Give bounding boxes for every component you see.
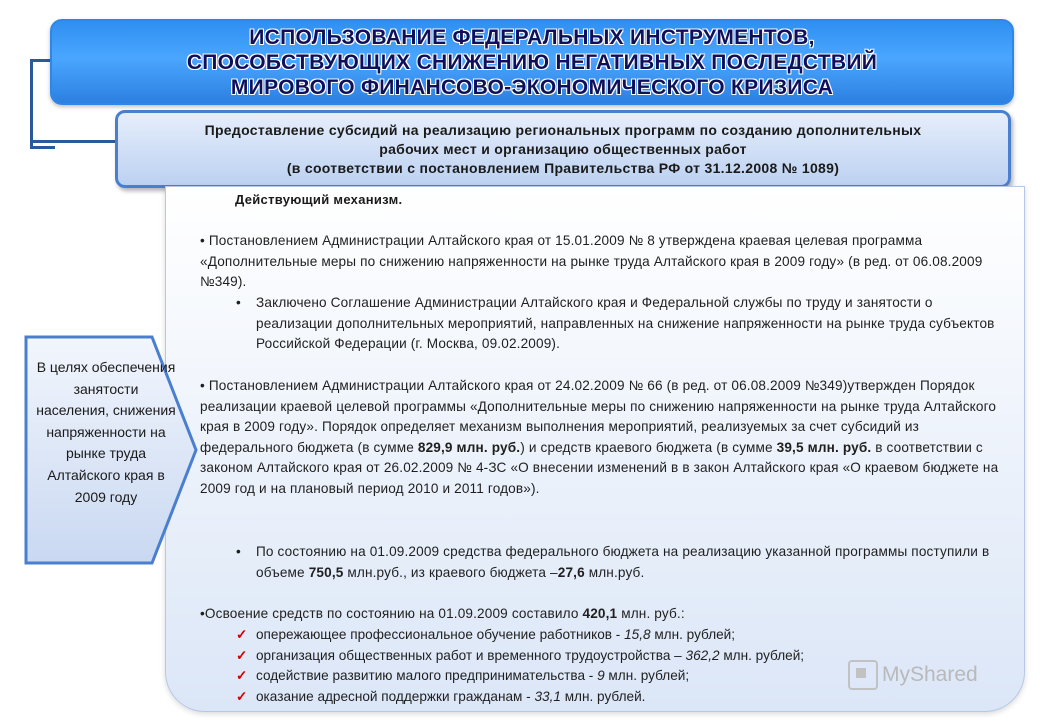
bullet-dot: • [236, 295, 241, 310]
item-unit: млн. рублей; [719, 647, 805, 663]
paragraph-4-text [236, 542, 1006, 583]
subtitle-line-3: (в соответствии с постановлением Правительства РФ от 31.12.2008 № 1089) [286, 159, 840, 176]
watermark [848, 660, 978, 690]
paragraph-5 [200, 604, 1000, 625]
item-unit: млн. рублей. [560, 688, 646, 704]
paragraph-4-text-b: млн.руб., из краевого бюджета – [343, 564, 558, 580]
paragraph-2-text: Заключено Соглашение Администрации Алтайского края и Федеральной службы по труду и занятости о реализации дополнительных мероприятий, направленных на снижение напряженности на рынке труда субъектов Российской Федерации (г. Москва, 09.02.2009). [256, 295, 995, 351]
item-amount: 362,2 [685, 647, 720, 663]
paragraph-1-text: Постановлением Администрации Алтайского края от 15.01.2009 № 8 утверждена краевая целевая программа «Дополнительные меры по снижению напряженности на рынке труда Алтайского края в 2009 году» (в ред. от 06.08.2009 №349). [200, 233, 983, 289]
subtitle-line-2: рабочих мест и организацию общественных работ [379, 140, 747, 157]
check-icon: ✓ [236, 688, 248, 704]
paragraph-1 [200, 231, 990, 293]
myshared-logo-icon [848, 660, 878, 690]
check-icon: ✓ [236, 647, 248, 663]
subtitle-line-1: Предоставление субсидий на реализацию региональных программ по созданию дополнительных [204, 121, 922, 138]
check-icon: ✓ [236, 668, 248, 683]
paragraph-3 [200, 376, 1000, 499]
item-unit: млн. рублей; [604, 668, 690, 683]
check-icon: ✓ [236, 627, 248, 642]
paragraph-3-text-a: Постановлением Администрации Алтайского края от 24.02.2009 № 66 (в ред. от 06.08.2009 №349)утвержден Порядок реализации краевой целевой программы «Дополнительные меры по снижению напряженности на рынке труда Алтайского края в 2009 году». Порядок определяет механизм выполнения мероприятий, реализуемых за счет субсидий из федерального бюджета (в сумме [200, 378, 997, 455]
bullet-dot: • [200, 233, 205, 248]
bullet-dot: • [200, 606, 205, 621]
paragraph-4 [236, 542, 1006, 583]
regional-received: 27,6 [557, 564, 585, 580]
paragraph-3-text-b: ) и средств краевого бюджета (в сумме [520, 439, 777, 455]
title-line-3: МИРОВОГО ФИНАНСОВО-ЭКОНОМИЧЕСКОГО КРИЗИСА [230, 75, 834, 99]
paragraph-5-text-b: млн. руб.: [617, 606, 685, 621]
total-spent: 420,1 [582, 606, 618, 621]
paragraph-3-text-c: в соответствии с законом Алтайского края от 26.02.2009 № 4-ЗС «О внесении изменений в в закон Алтайского края «О краевом бюджете на 2009 год и на плановый период 2010 и 2011 годов»). [200, 439, 999, 496]
paragraph-4-text-a: По состоянию на 01.09.2009 средства федерального бюджета на реализацию указанной программы поступили в объеме [256, 544, 990, 580]
item-unit: млн. рублей; [650, 627, 736, 642]
item-amount: 15,8 [624, 627, 651, 642]
item-amount: 9 [597, 668, 605, 683]
side-label: В целях обеспечения занятости населения, снижения напряженности на рынке труда Алтайского края в 2009 году [36, 359, 176, 505]
item-text: опережающее профессиональное обучение работников - [256, 627, 625, 642]
item-text: оказание адресной поддержки гражданам - [256, 688, 535, 704]
side-arrow-callout [22, 333, 202, 567]
bullet-dot: • [200, 378, 205, 393]
item-amount: 33,1 [534, 688, 561, 704]
bullet-dot: • [236, 544, 241, 559]
mechanism-heading: Действующий механизм. [235, 192, 403, 207]
paragraph-4-text-c: млн.руб. [584, 564, 645, 580]
regional-amount: 39,5 млн. руб. [776, 439, 872, 455]
title-line-1: ИСПОЛЬЗОВАНИЕ ФЕДЕРАЛЬНЫХ ИНСТРУМЕНТОВ, [249, 25, 815, 49]
federal-amount: 829,9 млн. руб. [417, 439, 521, 455]
paragraph-5-text-a: Освоение средств по состоянию на 01.09.2009 составило [204, 606, 583, 621]
title-line-2: СПОСОБСТВУЮЩИХ СНИЖЕНИЮ НЕГАТИВНЫХ ПОСЛЕДСТВИЙ [186, 50, 878, 74]
subtitle-banner [115, 110, 1011, 188]
list-item [236, 625, 1006, 646]
federal-received: 750,5 [308, 564, 344, 580]
item-text: содействие развитию малого предпринимательства - [256, 668, 598, 683]
title-banner [50, 19, 1014, 105]
watermark-text: MyShared [882, 663, 978, 686]
connector-line-lower [30, 140, 116, 143]
item-text: организация общественных работ и временного трудоустройства – [256, 647, 686, 663]
paragraph-2 [236, 293, 1006, 355]
